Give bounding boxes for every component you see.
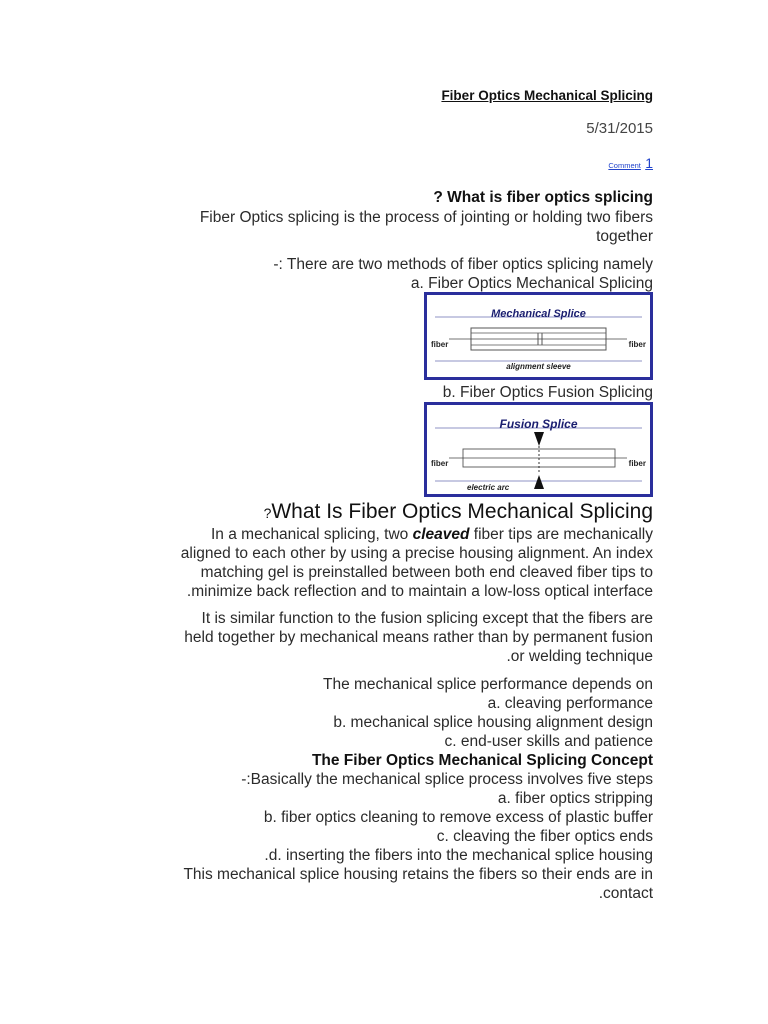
text-line: -:Basically the mechanical splice process involves five steps xyxy=(241,771,653,788)
text-line: .or welding technique xyxy=(506,648,653,665)
text-line: -: There are two methods of fiber optics splicing namely xyxy=(273,256,653,273)
comment-count[interactable]: 1 xyxy=(645,155,653,171)
list-item: b. fiber optics cleaning to remove excess of plastic buffer xyxy=(263,809,653,826)
list-item: c. cleaving the fiber optics ends xyxy=(436,828,653,845)
post-title-link[interactable]: Fiber Optics Mechanical Splicing xyxy=(441,88,653,103)
text-fragment: In a mechanical splicing, two xyxy=(211,526,413,543)
paragraph-methods xyxy=(118,255,653,293)
text-line: It is similar function to the fusion splicing except that the fibers are xyxy=(201,610,653,627)
list-item: .d. inserting the fibers into the mechanical splice housing xyxy=(264,847,653,864)
text-line: .contact xyxy=(598,885,653,902)
text-line: This mechanical splice housing retains the fibers so their ends are in xyxy=(183,866,653,883)
list-item: a. fiber optics stripping xyxy=(497,790,653,807)
list-item: a. cleaving performance xyxy=(487,695,653,712)
heading-mechanical-splicing xyxy=(118,500,653,525)
comment-link[interactable] xyxy=(118,154,653,175)
paragraph-performance-and-steps xyxy=(118,675,653,903)
left-fiber-label: fiber xyxy=(431,340,449,349)
right-fiber-label: fiber xyxy=(628,459,646,468)
fusion-splice-figure xyxy=(424,402,653,497)
text-line xyxy=(118,525,653,544)
text-line: together xyxy=(596,228,653,245)
text-fragment: fiber tips are mechanically xyxy=(469,526,653,543)
figure-title: Mechanical Splice xyxy=(491,308,586,320)
heading-what-is-splicing: ? What is fiber optics splicing xyxy=(433,189,653,206)
list-item: b. mechanical splice housing alignment design xyxy=(333,714,653,731)
concept-heading: The Fiber Optics Mechanical Splicing Concept xyxy=(311,752,653,769)
heading-question-mark: ? xyxy=(263,505,272,521)
post-date: 5/31/2015 xyxy=(586,120,653,137)
text-line: aligned to each other by using a precise housing alignment. An index xyxy=(180,545,653,562)
right-fiber-label: fiber xyxy=(628,340,646,349)
fusion-splicing-label: b. Fiber Optics Fusion Splicing xyxy=(442,384,653,401)
heading-text: What Is Fiber Optics Mechanical Splicing xyxy=(271,500,653,523)
comment-label[interactable]: Comment xyxy=(608,161,641,170)
paragraph-mechanical-description xyxy=(118,525,653,601)
mechanical-splice-figure xyxy=(424,292,653,380)
figure-caption: electric arc xyxy=(467,483,510,492)
text-line: a. Fiber Optics Mechanical Splicing xyxy=(410,275,653,292)
figure-caption: alignment sleeve xyxy=(506,362,571,371)
list-item: c. end-user skills and patience xyxy=(444,733,653,750)
figure-title: Fusion Splice xyxy=(499,417,578,431)
text-line: held together by mechanical means rather than by permanent fusion xyxy=(184,629,653,646)
text-line: Fiber Optics splicing is the process of jointing or holding two fibers xyxy=(199,209,653,226)
text-line: The mechanical splice performance depends on xyxy=(323,676,653,693)
paragraph-definition xyxy=(118,208,653,246)
text-line: matching gel is preinstalled between both end cleaved fiber tips to xyxy=(200,564,653,581)
paragraph-comparison xyxy=(118,609,653,666)
left-fiber-label: fiber xyxy=(431,459,449,468)
text-line: .minimize back reflection and to maintain a low-loss optical interface xyxy=(186,583,653,600)
emphasis-cleaved: cleaved xyxy=(412,526,470,543)
